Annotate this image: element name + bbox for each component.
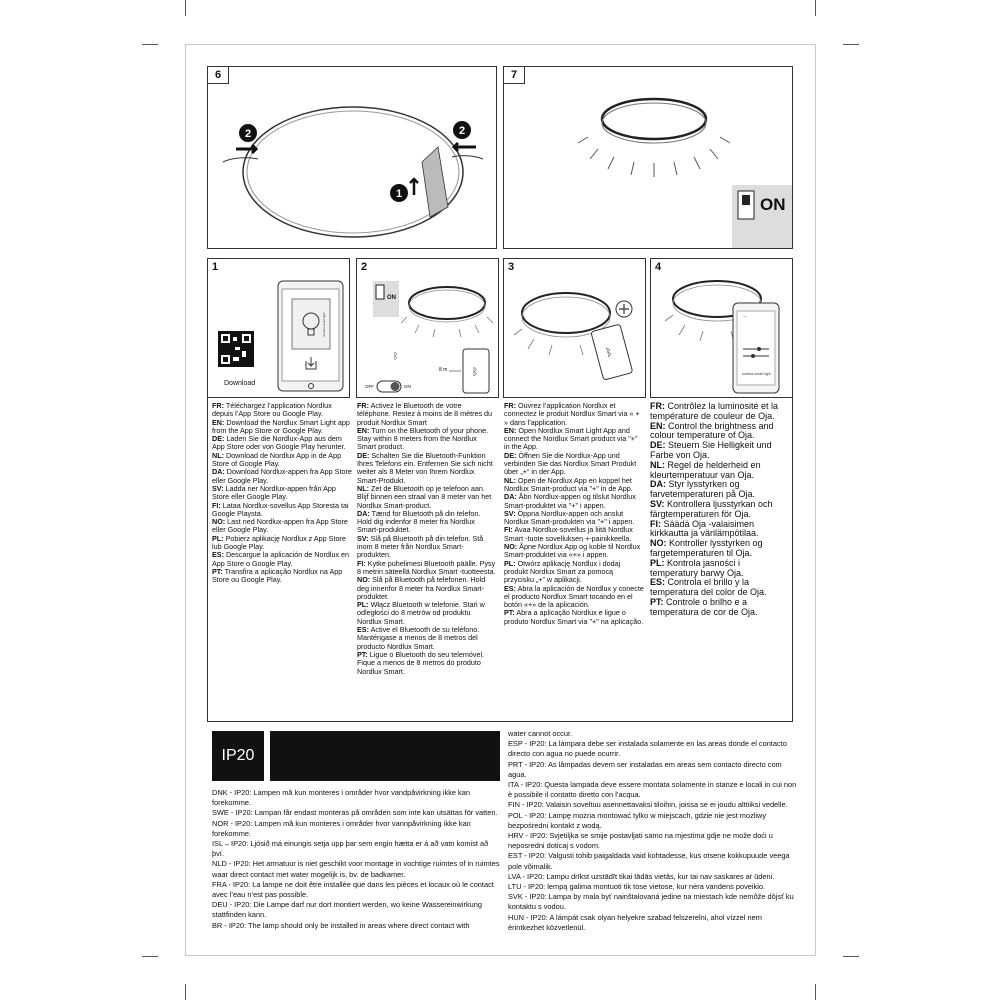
instruction-line — [650, 402, 790, 422]
instruction-text: Control the brightness and colour temperature of Oja. — [650, 420, 774, 441]
instruction-text: Säädä Oja -valaisimen kirkkautta ja värilämpötilaa. — [650, 518, 759, 539]
instruction-text: Download the Nordlux Smart Light app from the App Store or Google Play. — [212, 417, 350, 435]
instruction-text: Slå på Bluetooth på telefonen. Hold deg innenfor 8 meter fra Nordlux Smart-produktet. — [357, 575, 486, 601]
download-label: Download — [224, 380, 256, 387]
instruction-line — [212, 419, 352, 436]
language-code: PL: — [650, 557, 665, 568]
instruction-text: Włącz Bluetooth w telefonie. Stań w odległości do 8 metrów od produktu Nordlux Smart. — [357, 600, 485, 626]
qr-code-icon — [218, 331, 254, 377]
instruction-text: Schalten Sie die Bluetooth-Funktion Ihres Telefons ein. Entfernen Sie sich nicht weiter als 8 Meter von Ihrem Nordlux Smart-Produkt. — [357, 450, 493, 485]
instruction-line — [357, 535, 497, 560]
language-code: PT: — [357, 649, 368, 659]
instruction-line — [504, 477, 644, 494]
instruction-text: Kytke puhelimesi Bluetooth päälle. Pysy 8 metrin säteellä Nordlux Smart -tuotteesta. — [357, 558, 496, 576]
ip-notice: ESP - IP20: La lámpara debe ser instalada solamente en las areas donde el contacto directo con agua no puede ocurrir. — [508, 739, 787, 759]
ip-notice: PRT - IP20: As lâmpadas devem ser instaladas em areas sem contacto directo com agua. — [508, 759, 782, 779]
language-code: NL: — [650, 459, 665, 470]
instruction-line — [650, 441, 790, 461]
instruction-text: Download Nordlux-appen fra App Store eller Google Play. — [212, 467, 352, 485]
switch-on-label: ON — [387, 295, 396, 301]
language-code: FR: — [357, 401, 369, 410]
instruction-line — [504, 585, 644, 610]
distance-label: 8 m — [439, 367, 448, 373]
language-code: FI: — [357, 558, 366, 568]
language-code: PL: — [357, 600, 369, 610]
ip-notice: HUN - IP20: A lámpát csak olyan helyekre szabad felszerelni, ahol vízzel nem érintkezhet közvetlenül. — [508, 912, 762, 932]
instruction-text: Transfira a aplicação Nordlux na App Store ou Google Play. — [212, 566, 343, 585]
app-brand-label: nordlux smart light — [322, 312, 326, 337]
language-code: NL: — [357, 483, 369, 493]
language-code: NO: — [650, 538, 667, 549]
ip-notice: SVK - IP20: Lampa by mala byť nainštalovaná jedine na miestach kde nemôže dôjsť ku kontaktu s vodou. — [508, 892, 794, 912]
ip-rating-bar — [270, 731, 500, 781]
ip-notice: SWE - IP20: Lampan får endast monteras på områden som inte kan utsättas för vatten. — [212, 808, 498, 818]
instruction-text: Slå på Bluetooth på din telefon. Stå inom 8 meter från Nordlux Smart-produkten. — [357, 533, 484, 560]
instruction-line — [504, 510, 644, 527]
instruction-line — [357, 560, 497, 577]
instruction-text: Téléchargez l’application Nordlux depuis l’App Store ou Google Play. — [212, 401, 332, 419]
language-code: SV: — [504, 508, 516, 518]
ip-notice: ITA - IP20: Questa lampada deve essere montata solamente in stanze e locali in cui non è possibile il contatto diretto con l’acqua. — [508, 780, 797, 800]
instruction-line — [650, 520, 790, 540]
instruction-text: Abra a aplicação Nordlux e ligue o produto Nordlux Smart via "+" na aplicação. — [504, 608, 644, 626]
step-number: 4 — [655, 261, 662, 273]
instruction-text: Download de Nordlux App in de App Store of Google Play. — [212, 450, 342, 469]
instructions-step-1 — [212, 402, 352, 585]
language-code: EN: — [357, 425, 370, 435]
language-code: DA: — [212, 467, 225, 477]
language-code: EN: — [212, 417, 225, 427]
instruction-text: Tænd for Bluetooth på din telefon. Hold dig indenfor 8 meter fra Nordlux Smart-produktet. — [357, 508, 481, 535]
instruction-line — [650, 598, 790, 618]
instruction-text: Laden Sie die Nordlux-App aus dem App Store oder von Google Play herunter. — [212, 434, 346, 452]
language-code: NO: — [504, 542, 518, 552]
language-code: PL: — [212, 533, 224, 543]
language-code: ES: — [212, 550, 224, 560]
on-label: ON — [404, 384, 411, 389]
language-code: FI: — [650, 518, 661, 529]
language-code: DE: — [212, 434, 225, 444]
instruction-text: Ladda ner Nordlux-appen från App Store eller Google Play. — [212, 483, 336, 502]
arrow-left-icon — [454, 143, 476, 151]
illustration-download-app — [208, 259, 350, 398]
switch-on-label: ON — [760, 195, 786, 214]
instruction-text: Styr lysstyrken og farvetemperaturen på Oja. — [650, 479, 756, 500]
ip-notice: FRA - IP20: La lampe ne doit être installée que dans les pièces et locaux où le contact avec l’eau n’est pas possible. — [212, 879, 494, 900]
language-code: FR: — [504, 401, 516, 410]
svg-text:—: — — [743, 313, 747, 318]
arrow-up-icon — [410, 179, 418, 195]
instruction-text: Pobierz aplikację Nordlux z App Store lub Google Play. — [212, 533, 346, 552]
instruction-line — [357, 402, 497, 427]
instruction-line — [212, 435, 352, 452]
instruction-text: Ligue o Bluetooth do seu telemóvel. Fique a menos de 8 metros do produto Nordlux Smart. — [357, 649, 485, 676]
ip-notice: LVA - IP20: Lampu drīkst uzstādīt tikai tādās vietās, kur tai nav saskares ar ūdeni. — [508, 871, 775, 881]
instruction-line — [357, 452, 497, 485]
crop-mark — [185, 984, 186, 1000]
step-number: 1 — [212, 261, 219, 273]
off-label: OFF — [365, 384, 374, 389]
instructions-step-2 — [357, 402, 497, 676]
ip-notice: LTU - IP20: lempą galima montuoti tik tose vietose, kur nėra vandens poveikio. — [508, 882, 766, 892]
instruction-line — [212, 518, 352, 535]
instruction-line — [357, 427, 497, 452]
instruction-text: Contrôlez la luminosité et la température de couleur de Oja. — [650, 401, 779, 421]
instruction-text: Controla el brillo y la temperatura del color de Oja. — [650, 577, 767, 598]
instruction-line — [504, 560, 644, 585]
instruction-text: Otwórz aplikację Nordlux i dodaj produkt Nordlux Smart za pomocą przycisku „+” w aplikacji. — [504, 558, 621, 585]
bluetooth-icon: ᛒ — [472, 367, 478, 378]
arrow-right-icon — [236, 145, 256, 153]
instruction-line — [650, 422, 790, 442]
ip-notices-right — [508, 729, 798, 933]
instruction-text: Regel de helderheid en kleurtemperatuur van Oja. — [650, 459, 761, 480]
language-code: EN: — [650, 420, 666, 431]
instruction-line — [357, 510, 497, 535]
panel-step-1 — [207, 258, 350, 398]
language-code: SV: — [357, 533, 369, 543]
language-code: PT: — [212, 566, 223, 576]
instruction-line — [650, 480, 790, 500]
instruction-line — [357, 485, 497, 510]
ip-notice: HRV - IP20: Svjetiljka se smije postavljati samo na mjestima gdje ne može doći u neposredni doticaj s vodom. — [508, 831, 773, 851]
instruction-line — [212, 535, 352, 552]
instruction-line — [212, 485, 352, 502]
ip-notice: EST - IP20: Valgusti tohib paigaldada vaid kohtadesse, kus otsene kokkupuude veega pole võimalik. — [508, 851, 790, 871]
ip-notice: DNK - IP20: Lampen må kun monteres i områder hvor vandpåvirkning ikke kan forekomme. — [212, 788, 470, 808]
language-code: FI: — [504, 525, 513, 535]
crop-mark — [843, 956, 859, 957]
instruction-text: Zet de Bluetooth op je telefoon aan. Blijf binnen een straal van 8 meter van het Nordlux Smart-product. — [357, 483, 492, 510]
language-code: DA: — [650, 479, 666, 490]
panel-step-7 — [503, 66, 793, 249]
instruction-text: Avaa Nordlux-sovellus ja liitä Nordlux Smart -tuote sovelluksen +-painikkeella. — [504, 525, 633, 543]
panel-step-3 — [503, 258, 646, 398]
language-code: NO: — [212, 517, 226, 527]
language-code: SV: — [212, 483, 224, 493]
instruction-line — [212, 402, 352, 419]
bluetooth-icon: ᛒ — [393, 351, 399, 361]
instructions-step-3 — [504, 402, 644, 626]
language-code: PT: — [504, 608, 515, 618]
panel-step-4 — [650, 258, 793, 398]
instruction-text: Descargue la aplicación de Nordlux en App Store o Google Play. — [212, 550, 350, 568]
step-number: 6 — [208, 67, 229, 84]
ip-notice: DEU - IP20: Die Lampe darf nur dort montiert werden, wo keine Wassereinwirkung stattfinden kann. — [212, 900, 483, 920]
ip-notice: NOR - IP20: Lampen må kun monteres i områder hvor vannpåvirkning ikke kan forekomme. — [212, 818, 471, 838]
instruction-line — [212, 551, 352, 568]
instruction-line — [212, 568, 352, 585]
crop-mark — [142, 44, 158, 45]
instruction-line — [357, 626, 497, 651]
instruction-text: Kontrollera ljusstyrkan och färgtemperaturen för Oja. — [650, 498, 773, 519]
instruction-line — [650, 539, 790, 559]
language-code: PL: — [504, 558, 516, 568]
instruction-line — [212, 452, 352, 469]
app-brand-label: nordlux smart light — [742, 372, 771, 376]
instruction-text: Abra la aplicación de Nordlux y conecte el producto Nordlux Smart tocando en el botón «+» de la aplicación. — [504, 583, 644, 610]
instruction-line — [504, 493, 644, 510]
language-code: ES: — [504, 583, 516, 593]
ip-notice: ISL – IP20: Ljósið má einungis setja upp þar sem engin hætta er á að vatn komist að því. — [212, 839, 489, 859]
panel-step-2 — [356, 258, 499, 398]
language-code: FR: — [650, 401, 665, 411]
instruction-text: Active el Bluetooth de su teléfono. Manténgase a menos de 8 metros del producto Nordlux Smart. — [357, 625, 480, 651]
language-code: NO: — [357, 575, 371, 585]
ip-notice: BR - IP20: The lamp should only be installed in areas where direct contact with — [212, 920, 470, 930]
instruction-line — [504, 526, 644, 543]
ip-notice: water cannot occur. — [508, 729, 573, 738]
instruction-text: Steuern Sie Helligkeit und Farbe von Oja. — [650, 440, 772, 460]
language-code: NL: — [212, 450, 224, 460]
illustration-connect-app — [504, 259, 646, 398]
instruction-line — [504, 609, 644, 626]
illustration-control-app — [651, 259, 793, 398]
instruction-text: Kontroller lysstyrken og fargetemperaturen til Oja. — [650, 538, 763, 558]
instruction-line — [357, 601, 497, 626]
step-number: 3 — [508, 261, 515, 273]
illustration-bluetooth — [357, 259, 499, 398]
instruction-text: Lataa Nordlux-sovellus App Storesta tai Google Playsta. — [212, 500, 349, 518]
instruction-text: Åbn Nordlux-appen og tilslut Nordlux Smart-produktet via "+" i appen. — [504, 492, 636, 510]
instruction-line — [650, 500, 790, 520]
instruction-text: Öppna Nordlux-appen och anslut Nordlux Smart-produkten via "+" i appen. — [504, 508, 635, 527]
language-code: DE: — [504, 450, 517, 460]
bluetooth-icon: ᛒ — [604, 346, 614, 360]
marker-2-right: 2 — [458, 125, 466, 137]
language-code: SV: — [650, 498, 665, 509]
instruction-line — [650, 578, 790, 598]
language-code: FR: — [212, 401, 224, 410]
ip-notice: FIN - IP20: Valaisin soveltuu asennettavaksi tiloihin, joissa se ei joudu alttiiksi vedelle. — [508, 800, 788, 810]
language-code: ES: — [357, 625, 369, 635]
instruction-line — [357, 576, 497, 601]
crop-mark — [185, 0, 186, 16]
instruction-line — [504, 402, 644, 427]
instruction-text: Open de Nordlux App en koppel het Nordlux Smart-product via "+" in de App. — [504, 475, 633, 493]
instruction-line — [650, 559, 790, 579]
instruction-text: Turn on the Bluetooth of your phone. Stay within 8 meters from the Nordlux Smart product. — [357, 425, 489, 452]
crop-mark — [815, 0, 816, 16]
ip-notices-left — [212, 788, 500, 931]
language-code: DE: — [650, 440, 666, 451]
ip-notice: POL - IP20: Lampę można montować tylko w miejscach, gdzie nie jest możliwy bezpośredni kontakt z wodą. — [508, 810, 767, 830]
marker-1: 1 — [395, 188, 403, 200]
marker-2-left: 2 — [244, 128, 252, 140]
ip-rating-badge: IP20 — [212, 731, 264, 781]
panel-step-6 — [207, 66, 497, 249]
illustration-ring-mount — [208, 67, 497, 249]
illustration-light-on — [504, 67, 793, 249]
instruction-line — [504, 452, 644, 477]
instruction-text: Last ned Nordlux-appen fra App Store eller Google Play. — [212, 517, 348, 535]
crop-mark — [815, 984, 816, 1000]
crop-mark — [142, 956, 158, 957]
step-number: 7 — [504, 67, 525, 84]
language-code: DA: — [357, 508, 370, 518]
wall-switch-icon — [376, 285, 384, 299]
instruction-line — [504, 427, 644, 452]
language-code: NL: — [504, 475, 516, 485]
instruction-text: Kontrola jasności i temperatury barwy Oja. — [650, 557, 744, 578]
language-code: FI: — [212, 500, 221, 510]
ip-notice: NLD - IP20: Het armatuur is niet geschikt voor montage in vochtige ruimtes of in ruimtes waar direct contact met water mogelijk is, bv. de badkamer. — [212, 859, 500, 879]
instruction-text: Activez le Bluetooth de votre téléphone. Restez à moins de 8 mètres du produit Nordlux Smart — [357, 401, 493, 427]
instruction-text: Ouvrez l’application Nordlux et connectez le produit Nordlux Smart via « + » dans l’application. — [504, 401, 640, 427]
language-code: PT: — [650, 596, 664, 607]
language-code: ES: — [650, 577, 666, 588]
instruction-line — [357, 651, 497, 676]
crop-mark — [843, 44, 859, 45]
instruction-line — [504, 543, 644, 560]
instruction-line — [212, 468, 352, 485]
instructions-step-4 — [650, 402, 790, 618]
instruction-text: Åpne Nordlux App og koble til Nordlux Smart-produktet via «+» i appen. — [504, 542, 641, 560]
instruction-line — [650, 461, 790, 481]
instruction-line — [212, 502, 352, 519]
instruction-text: Öffnen Sie die Nordlux-App und verbinden Sie das Nordlux Smart Produkt über „+“ in der App. — [504, 450, 637, 477]
hand-icon — [223, 158, 258, 162]
step-number: 2 — [361, 261, 368, 273]
language-code: EN: — [504, 425, 517, 435]
language-code: DE: — [357, 450, 370, 460]
instruction-text: Open Nordlux Smart Light App and connect the Nordlux Smart product via "+" in the App. — [504, 425, 638, 452]
language-code: DA: — [504, 492, 517, 502]
instruction-text: Controle o brilho e a temperatura de cor de Oja. — [650, 596, 758, 617]
